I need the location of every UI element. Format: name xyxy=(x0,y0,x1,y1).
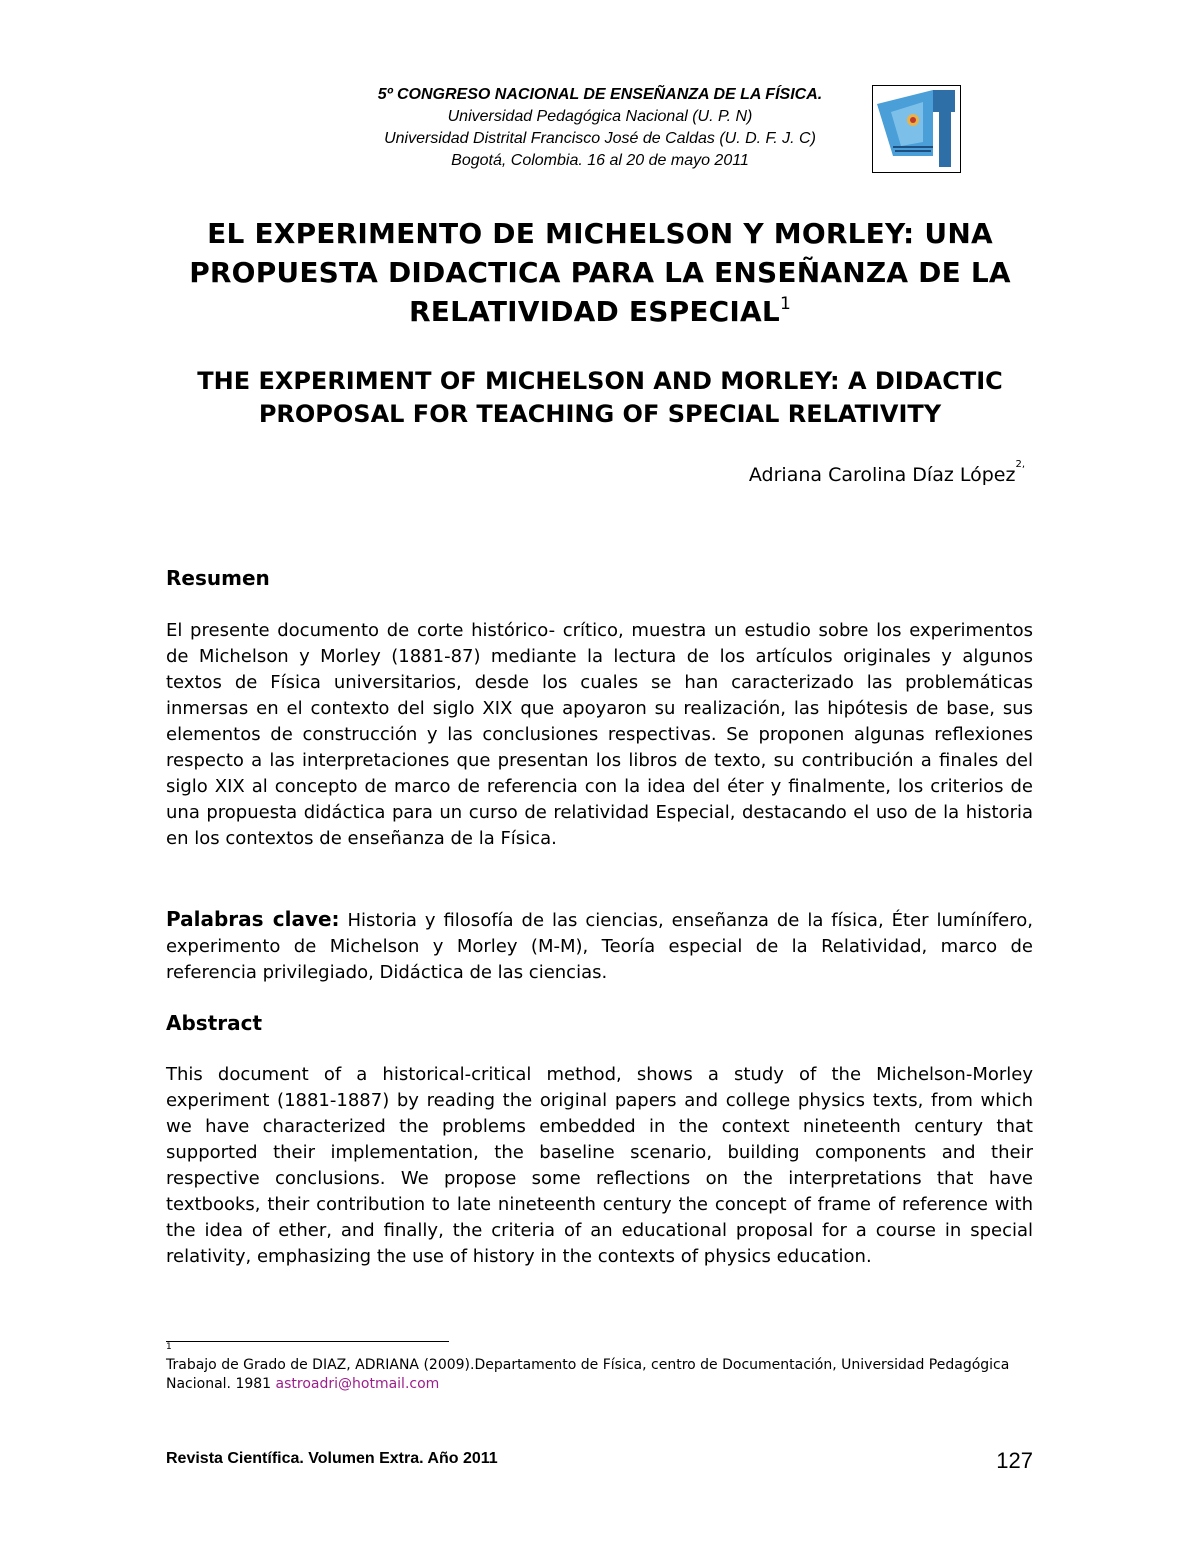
footnote-text: Trabajo de Grado de DIAZ, ADRIANA (2009).Departamento de Física, centro de Documentación, Universidad Pedagógica Nacional. 1981 xyxy=(166,1357,1010,1392)
page-number: 127 xyxy=(996,1448,1033,1473)
journal-footer: Revista Científica. Volumen Extra. Año 2011 xyxy=(166,1450,498,1467)
abstract-heading: Abstract xyxy=(166,1011,263,1035)
author xyxy=(748,459,1025,486)
keywords xyxy=(166,906,1033,986)
resumen-heading: Resumen xyxy=(166,566,270,590)
author-name: Adriana Carolina Díaz López xyxy=(748,464,1016,486)
title-en-line2: PROPOSAL FOR TEACHING OF SPECIAL RELATIVITY xyxy=(258,400,942,428)
author-mark: 2, xyxy=(1015,459,1025,470)
title-english xyxy=(120,365,1080,431)
title-es-line3-text: RELATIVIDAD ESPECIAL xyxy=(409,295,780,328)
abstract-text: This document of a historical-critical method, shows a study of the Michelson-Morley experiment (1881-1887) by reading the original papers and college physics texts, from which we have characterized the problems embedded in the context nineteenth century that supported their implementation, the baseline scenario, building components and their respective conclusions. We propose some reflections on the interpretations that have textbooks, their contribution to late nineteenth century the concept of frame of reference with the idea of ether, and finally, the criteria of an educational proposal for a course in special relativity, emphasizing the use of history in the contexts of physics education. xyxy=(166,1064,1033,1267)
keywords-label: Palabras clave: xyxy=(166,907,340,931)
conference-header xyxy=(250,84,950,172)
keywords-text: Historia y filosofía de las ciencias, enseñanza de la física, Éter lumínífero, experimento de Michelson y Morley (M-M), Teoría especial de la Relatividad, marco de referencia privilegiado, Didáctica de las ciencias. xyxy=(166,910,1033,983)
conference-logo xyxy=(872,85,961,173)
title-es-line2: PROPUESTA DIDACTICA PARA LA ENSEÑANZA DE LA xyxy=(189,256,1011,289)
footnote-mark: 1 xyxy=(166,1342,172,1352)
footnote xyxy=(166,1356,1036,1394)
footnote-email-link[interactable]: astroadri@hotmail.com xyxy=(275,1376,440,1392)
conference-name: 5º CONGRESO NACIONAL DE ENSEÑANZA DE LA FÍSICA. xyxy=(377,86,823,103)
university-udfjc: Universidad Distrital Francisco José de Caldas (U. D. F. J. C) xyxy=(384,130,816,147)
title-spanish xyxy=(150,214,1050,331)
logo-graphic xyxy=(873,86,960,172)
title-es-line1: EL EXPERIMENTO DE MICHELSON Y MORLEY: UNA xyxy=(207,217,993,250)
university-upn: Universidad Pedagógica Nacional (U. P. N) xyxy=(447,108,753,125)
place-date: Bogotá, Colombia. 16 al 20 de mayo 2011 xyxy=(451,152,749,169)
title-footnote-mark: 1 xyxy=(779,294,791,314)
title-en-line1: THE EXPERIMENT OF MICHELSON AND MORLEY: A DIDACTIC xyxy=(197,367,1003,395)
title-es-line3 xyxy=(150,292,1050,331)
footnote-separator xyxy=(166,1341,449,1342)
resumen-text: El presente documento de corte histórico- crítico, muestra un estudio sobre los experimentos de Michelson y Morley (1881-87) mediante la lectura de los artículos originales y algunos textos de Física universitarios, desde los cuales se han caracterizado las problemáticas inmersas en el contexto del siglo XIX que apoyaron su realización, las hipótesis de base, sus elementos de construcción y las conclusiones respectivas. Se proponen algunas reflexiones respecto a las interpretaciones que presentan los libros de texto, su contribución a finales del siglo XIX al concepto de marco de referencia con la idea del éter y finalmente, los criterios de una propuesta didáctica para un curso de relatividad Especial, destacando el uso de la historia en los contextos de enseñanza de la Física. xyxy=(166,620,1033,849)
